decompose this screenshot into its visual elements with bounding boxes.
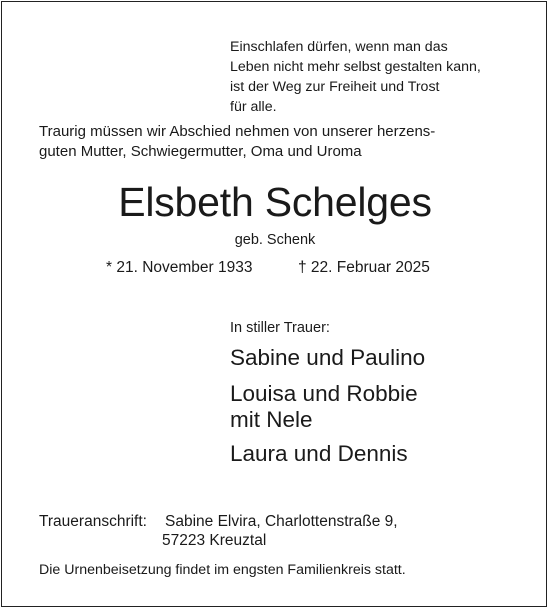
motto-quote	[230, 37, 481, 117]
intro-line: Traurig müssen wir Abschied nehmen von unserer herzens-	[39, 123, 436, 140]
mourner-name: mit Nele	[230, 407, 313, 432]
maiden-name: geb. Schenk	[234, 232, 316, 248]
motto-line: Einschlafen dürfen, wenn man das	[230, 39, 448, 55]
intro-text	[39, 122, 435, 162]
address-label: Traueranschrift:	[39, 513, 147, 530]
mourner-name: Laura und Dennis	[230, 441, 408, 466]
motto-line: für alle.	[230, 99, 277, 115]
obituary-notice	[1, 1, 547, 607]
birth-date: * 21. November 1933	[106, 259, 253, 276]
address-line: 57223 Kreuztal	[162, 532, 267, 549]
mourner-name: Sabine und Paulino	[230, 345, 426, 370]
motto-line: Leben nicht mehr selbst gestalten kann,	[230, 59, 481, 75]
death-date: † 22. Februar 2025	[298, 259, 430, 276]
closing-note: Die Urnenbeisetzung findet im engsten Familienkreis statt.	[39, 562, 406, 578]
mourning-label: In stiller Trauer:	[230, 320, 330, 336]
mourner-name: Louisa und Robbie	[230, 381, 418, 406]
deceased-name: Elsbeth Schelges	[118, 179, 432, 225]
motto-line: ist der Weg zur Freiheit und Trost	[230, 79, 440, 95]
address-line: Sabine Elvira, Charlottenstraße 9,	[165, 513, 398, 530]
intro-line: guten Mutter, Schwiegermutter, Oma und Uroma	[39, 143, 362, 160]
